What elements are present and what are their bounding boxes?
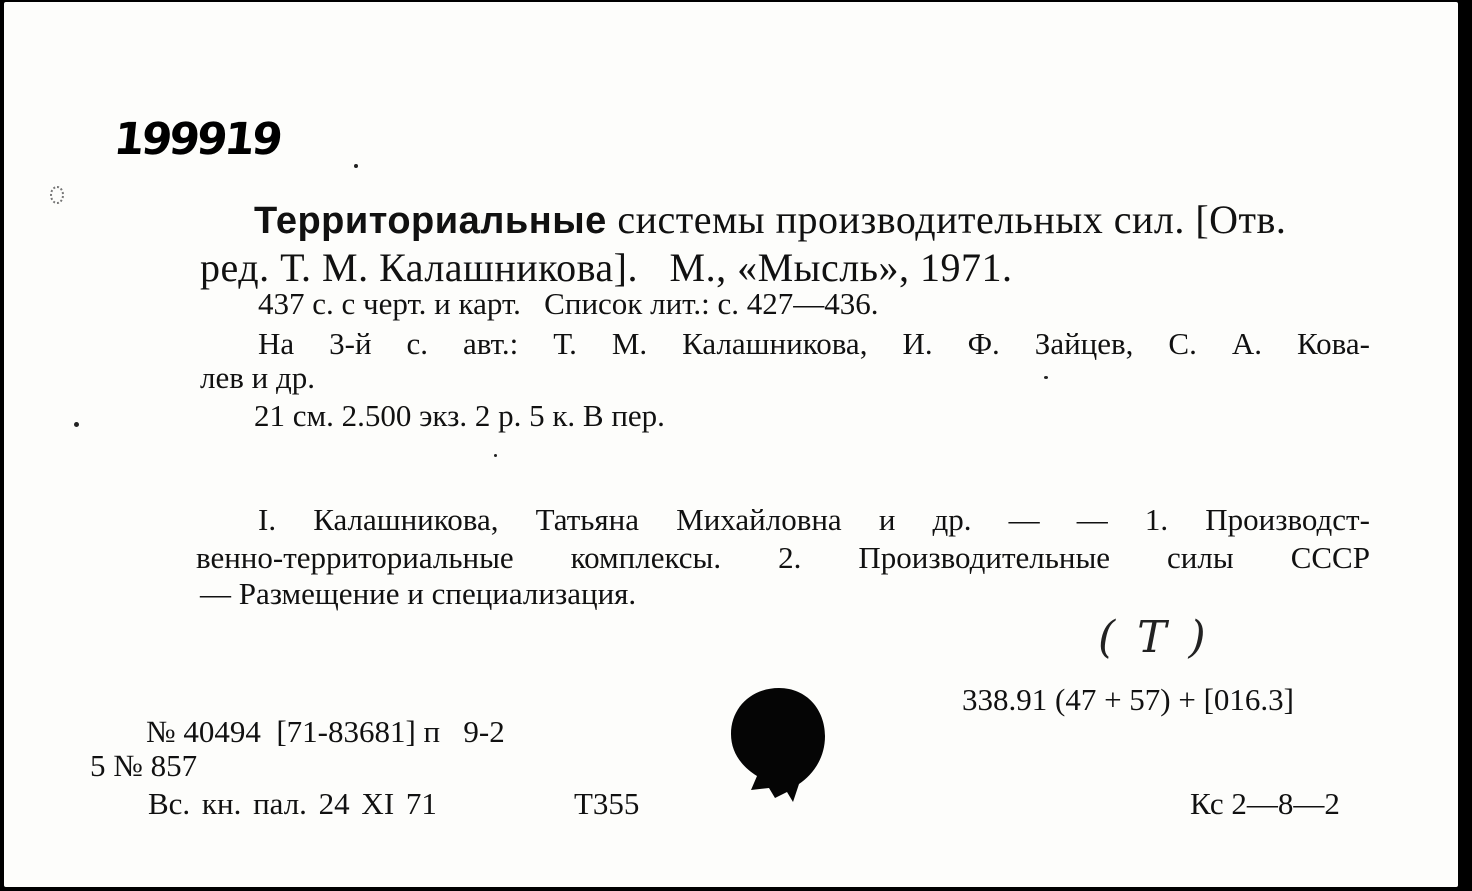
speck [1044,376,1048,379]
word: А. [1231,326,1262,361]
format-line: 21 см. 2.500 экз. 2 р. 5 к. В пер. [254,398,665,433]
pages-line: 437 с. с черт. и карт. Список лит.: с. 427—436. [258,286,879,321]
authors-line-1 [258,326,1370,362]
speck [494,454,497,457]
speck [74,422,79,427]
word: Калашникова, [682,326,868,361]
word: 1. [1144,502,1169,537]
classification-code: 338.91 (47 + 57) + [016.3] [962,682,1295,717]
word: Татьяна [535,502,640,537]
handwritten-mark: ( T ) [1098,612,1210,663]
word: др. [932,502,972,537]
title-bold-word: Территориальные [254,200,607,242]
chamber-line: Вс. кн. пал. 24 XI 71 [148,786,437,821]
order-number: № 40494 [71-83681] п 9-2 [146,714,505,749]
word: Т. [553,326,577,361]
word: М. [611,326,648,361]
word: и [878,502,896,537]
word: силы [1167,540,1234,575]
word: На [258,326,295,361]
word: Кова- [1296,326,1370,361]
word: авт.: [463,326,519,361]
word: Калашникова, [313,502,499,537]
word: Ф. [967,326,1000,361]
speck [50,186,64,204]
word: Зайцев, [1034,326,1134,361]
speck [354,164,358,168]
title-line [254,196,1372,243]
word: — [1008,502,1040,537]
copy-number: 5 № 857 [90,748,198,783]
word: — [1076,502,1108,537]
accession-number: 199919 [111,114,283,165]
word: I. [258,502,277,537]
word: СССР [1290,540,1370,575]
authors-line-2: лев и др. [200,360,315,395]
word: с. [406,326,429,361]
word: С. [1168,326,1197,361]
word: 3-й [329,326,372,361]
title-rest: системы производительных сил. [Отв. [617,197,1287,242]
print-code: Т355 [574,786,640,821]
word: И. [902,326,933,361]
word: Производст- [1205,502,1370,537]
edition-line: ред. Т. М. Калашникова]. М., «Мысль», 1971. [200,245,1013,290]
tracing-line-3: — Размещение и специализация. [200,576,637,611]
tracing-line-2 [196,540,1370,576]
word: Производительные [858,540,1111,575]
word: 2. [778,540,802,575]
tracing-line-1 [258,502,1370,538]
word: Михайловна [676,502,842,537]
ink-stamp-icon [729,684,829,804]
catalog-card [4,2,1458,887]
word: венно-территориальные [196,540,514,575]
catalog-code: Кс 2—8—2 [1190,786,1340,821]
word: комплексы. [570,540,722,575]
